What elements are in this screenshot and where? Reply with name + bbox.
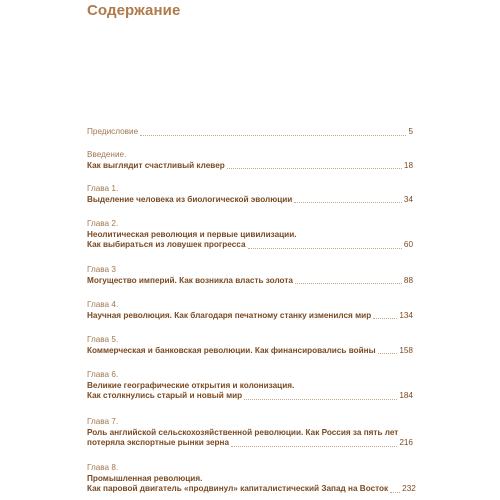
dot-leader bbox=[295, 282, 402, 284]
entry-title-cont: Как паровой двигатель «продвинул» капиталистический Запад на Восток bbox=[87, 484, 389, 493]
toc-entry-chapter-8[interactable] bbox=[87, 463, 416, 495]
entry-title: Коммерческая и банковская революции. Как финансировались войны bbox=[87, 345, 376, 355]
chapter-label: Глава 2. bbox=[87, 219, 119, 228]
entry-title: Неолитическая революция и первые цивилизации. bbox=[87, 229, 297, 239]
entry-title: Выделение человека из биологической эволюции bbox=[87, 194, 293, 204]
chapter-label: Глава 4. bbox=[87, 300, 119, 309]
entry-title: Как выглядит счастливый клевер bbox=[87, 160, 225, 170]
chapter-label: Глава 8. bbox=[87, 463, 119, 472]
dot-leader bbox=[140, 134, 406, 136]
dot-leader bbox=[227, 167, 402, 169]
toc-entry-chapter-1[interactable] bbox=[87, 184, 413, 205]
entry-title: Роль английской сельскохозяйственной революции. Как Россия за пять лет bbox=[87, 427, 399, 437]
dot-leader bbox=[248, 247, 402, 249]
chapter-label: Глава 5. bbox=[87, 335, 119, 344]
dot-leader bbox=[373, 317, 397, 319]
toc-entry-chapter-6[interactable] bbox=[87, 370, 413, 402]
chapter-label: Введение. bbox=[87, 150, 127, 159]
entry-title: Предисловие bbox=[87, 127, 139, 136]
toc-entry-chapter-4[interactable] bbox=[87, 300, 413, 321]
toc-entry-chapter-2[interactable] bbox=[87, 219, 413, 251]
page-number: 88 bbox=[403, 275, 413, 285]
entry-title-cont: Как выбираться из ловушек прогресса bbox=[87, 240, 246, 249]
toc-entry-chapter-7[interactable] bbox=[87, 417, 413, 449]
page-number: 5 bbox=[408, 127, 413, 136]
page-number: 184 bbox=[399, 391, 413, 400]
entry-title-cont: потеряла экспортные рынки зерна bbox=[87, 438, 230, 447]
toc-entry-chapter-5[interactable] bbox=[87, 335, 413, 356]
dot-leader bbox=[378, 352, 398, 354]
dot-leader bbox=[231, 445, 397, 447]
page-number: 216 bbox=[399, 438, 413, 447]
toc-entry-chapter-3[interactable] bbox=[87, 265, 413, 286]
dot-leader bbox=[390, 491, 400, 493]
page-number: 134 bbox=[399, 310, 413, 320]
page-number: 232 bbox=[402, 484, 416, 493]
entry-title: Великие географические открытия и колонизация. bbox=[87, 380, 295, 390]
entry-title-cont: Как столкнулись старый и новый мир bbox=[87, 391, 243, 400]
entry-title: Научная революция. Как благодаря печатному станку изменился мир bbox=[87, 310, 372, 320]
chapter-label: Глава 7. bbox=[87, 417, 119, 426]
chapter-label: Глава 6. bbox=[87, 370, 119, 379]
page-number: 18 bbox=[403, 160, 413, 170]
page-number: 34 bbox=[403, 194, 413, 204]
chapter-label: Глава 3 bbox=[87, 265, 116, 274]
toc-entry-preface[interactable] bbox=[87, 127, 413, 138]
page-title: Содержание bbox=[87, 2, 181, 19]
dot-leader bbox=[244, 398, 397, 400]
dot-leader bbox=[294, 201, 402, 203]
page-number: 158 bbox=[399, 345, 413, 355]
page-number: 60 bbox=[403, 240, 413, 249]
toc-entry-introduction[interactable] bbox=[87, 150, 413, 171]
entry-title: Могущество империй. Как возникла власть золота bbox=[87, 275, 293, 285]
chapter-label: Глава 1. bbox=[87, 184, 119, 193]
entry-title: Промышленная революция. bbox=[87, 473, 203, 483]
